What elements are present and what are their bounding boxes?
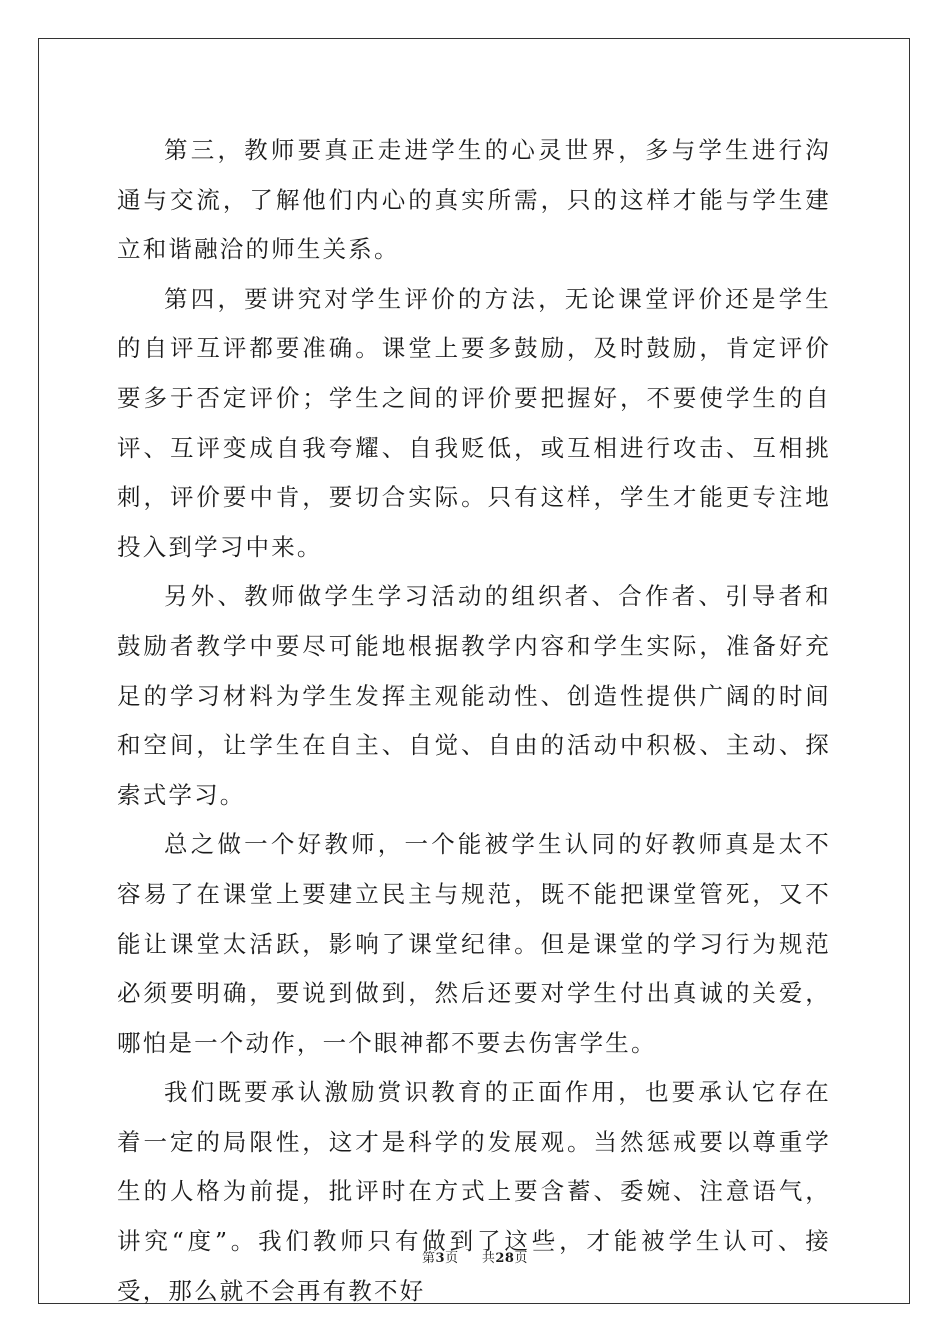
paragraph-2: 第四，要讲究对学生评价的方法，无论课堂评价还是学生的自评互评都要准确。课堂上要多鼓励，及时鼓励，肯定评价要多于否定评价；学生之间的评价要把握好，不要使学生的自评、互评变成自我夸耀、自我贬低，或互相进行攻击、互相挑刺，评价要中肯，要切合实际。只有这样，学生才能更专注地投入到学习中来。 [117,284,831,561]
document-body [117,126,831,1316]
page-prefix: 第 [422,1251,436,1266]
page-suffix: 页 [445,1251,459,1266]
total-prefix: 共 [481,1251,496,1266]
page-footer [0,1247,950,1266]
total-pages: 28 [495,1251,515,1266]
total-pages-label [482,1251,528,1266]
total-suffix: 页 [514,1251,528,1266]
paragraph-3: 另外、教师做学生学习活动的组织者、合作者、引导者和鼓励者教学中要尽可能地根据教学内容和学生实际，准备好充足的学习材料为学生发挥主观能动性、创造性提供广阔的时间和空间，让学生在自主、自觉、自由的活动中积极、主动、探索式学习。 [117,582,831,809]
paragraph-5: 我们既要承认激励赏识教育的正面作用，也要承认它存在着一定的局限性，这才是科学的发展观。当然惩戒要以尊重学生的人格为前提，批评时在方式上要含蓄、委婉、注意语气，讲究“度”。我们教师只有做到了这些，才能被学生认可、接受，那么就不会再有教不好 [117,1078,831,1305]
page-number-label [422,1251,463,1266]
paragraph-1: 第三，教师要真正走进学生的心灵世界，多与学生进行沟通与交流，了解他们内心的真实所需，只的这样才能与学生建立和谐融洽的师生关系。 [117,136,831,264]
page-number: 3 [435,1251,446,1266]
paragraph-4: 总之做一个好教师，一个能被学生认同的好教师真是太不容易了在课堂上要建立民主与规范，既不能把课堂管死，又不能让课堂太活跃，影响了课堂纪律。但是课堂的学习行为规范必须要明确，要说到做到，然后还要对学生付出真诚的关爱，哪怕是一个动作，一个眼神都不要去伤害学生。 [117,830,831,1057]
